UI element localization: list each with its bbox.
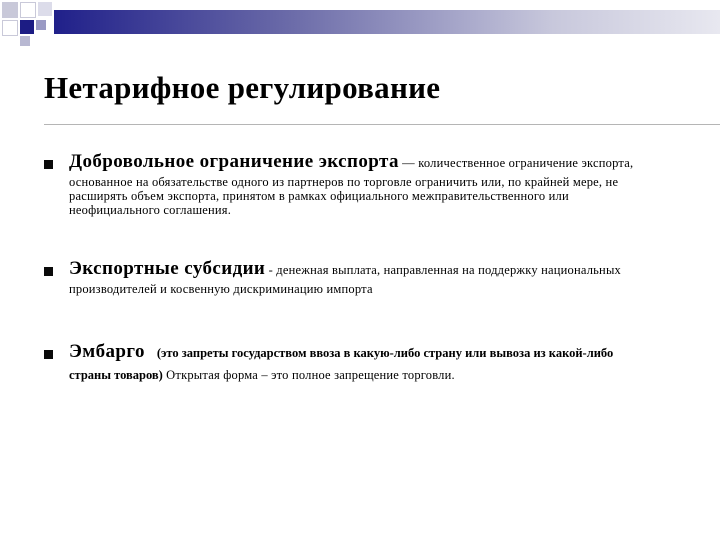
header-gradient-band bbox=[54, 10, 720, 34]
item-description: Открытая форма – это полное запрещение торговли. bbox=[162, 368, 455, 382]
item-description: расширять объем экспорта, принятом в рамках официального межправительственного или bbox=[69, 189, 569, 203]
list-item-export-subsidies bbox=[69, 257, 679, 296]
decor-square bbox=[20, 36, 30, 46]
decor-square bbox=[20, 20, 34, 34]
decor-square bbox=[20, 2, 36, 18]
square-bullet-icon bbox=[44, 160, 53, 169]
decor-square bbox=[2, 2, 18, 18]
decor-square bbox=[2, 20, 18, 36]
item-term: Экспортные субсидии bbox=[69, 258, 266, 279]
item-description: (это запреты государством ввоза в какую-либо страну или вывоза из какой-либо bbox=[156, 346, 614, 360]
item-description: неофициального соглашения. bbox=[69, 203, 232, 217]
title-divider bbox=[44, 124, 720, 125]
decor-square bbox=[36, 20, 46, 30]
item-term: Добровольное ограничение экспорта bbox=[69, 151, 399, 172]
item-description: — количественное ограничение экспорта, bbox=[398, 156, 634, 170]
item-description: производителей и косвенную дискриминацию импорта bbox=[69, 282, 373, 296]
slide-title: Нетарифное регулирование bbox=[44, 70, 441, 105]
decor-square bbox=[38, 2, 52, 16]
list-item-voluntary-export-restraint bbox=[69, 150, 679, 217]
item-description: страны товаров) bbox=[69, 368, 163, 382]
list-item-embargo bbox=[69, 340, 679, 385]
item-description: - денежная выплата, направленная на поддержку национальных bbox=[265, 263, 621, 277]
square-bullet-icon bbox=[44, 350, 53, 359]
item-term: Эмбарго bbox=[69, 341, 145, 362]
item-description: основанное на обязательстве одного из партнеров по торговле ограничить или, по крайней мере, не bbox=[69, 175, 619, 189]
square-bullet-icon bbox=[44, 267, 53, 276]
